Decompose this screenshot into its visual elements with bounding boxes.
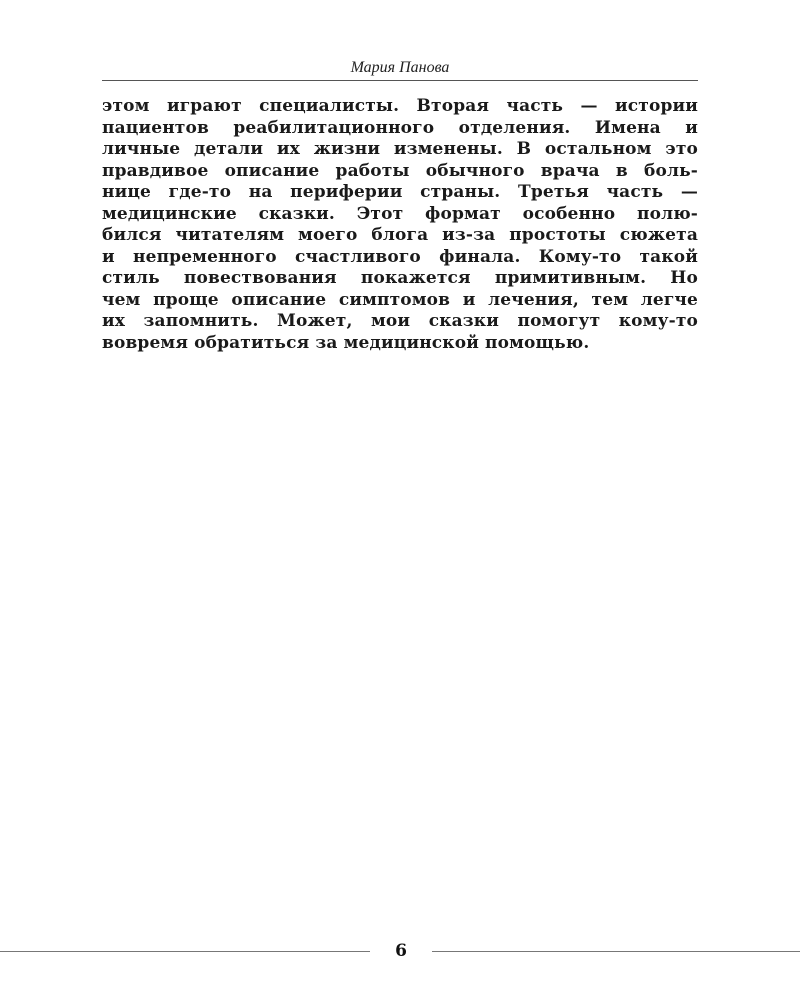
text-line: правдивое описание работы обычного врача в боль-	[102, 160, 698, 181]
text-line: этом играют специалисты. Вторая часть — истории	[102, 96, 698, 116]
running-header: Мария Панова	[350, 59, 450, 76]
text-line: и непременного счастливого финала. Кому-то такой	[102, 246, 698, 267]
text-line: пациентов реабилитационного отделения. Имена и	[102, 117, 698, 138]
text-line: нице где-то на периферии страны. Третья часть —	[102, 182, 698, 202]
footer-divider-right	[432, 951, 800, 952]
text-line: бился читателям моего блога из-за простоты сюжета	[102, 225, 698, 245]
text-line: вовремя обратиться за медицинской помощью.	[102, 332, 590, 353]
text-line: их запомнить. Может, мои сказки помогут кому-то	[102, 311, 698, 331]
body-paragraph	[102, 96, 698, 354]
text-line: стиль повествования покажется примитивным. Но	[102, 268, 698, 288]
text-line: чем проще описание симптомов и лечения, тем легче	[102, 289, 698, 310]
text-line: личные детали их жизни изменены. В остальном это	[102, 139, 698, 159]
page-number: 6	[395, 941, 407, 961]
header-divider	[102, 80, 698, 81]
footer-divider-left	[0, 951, 370, 952]
text-line: медицинские сказки. Этот формат особенно полю-	[102, 203, 698, 224]
